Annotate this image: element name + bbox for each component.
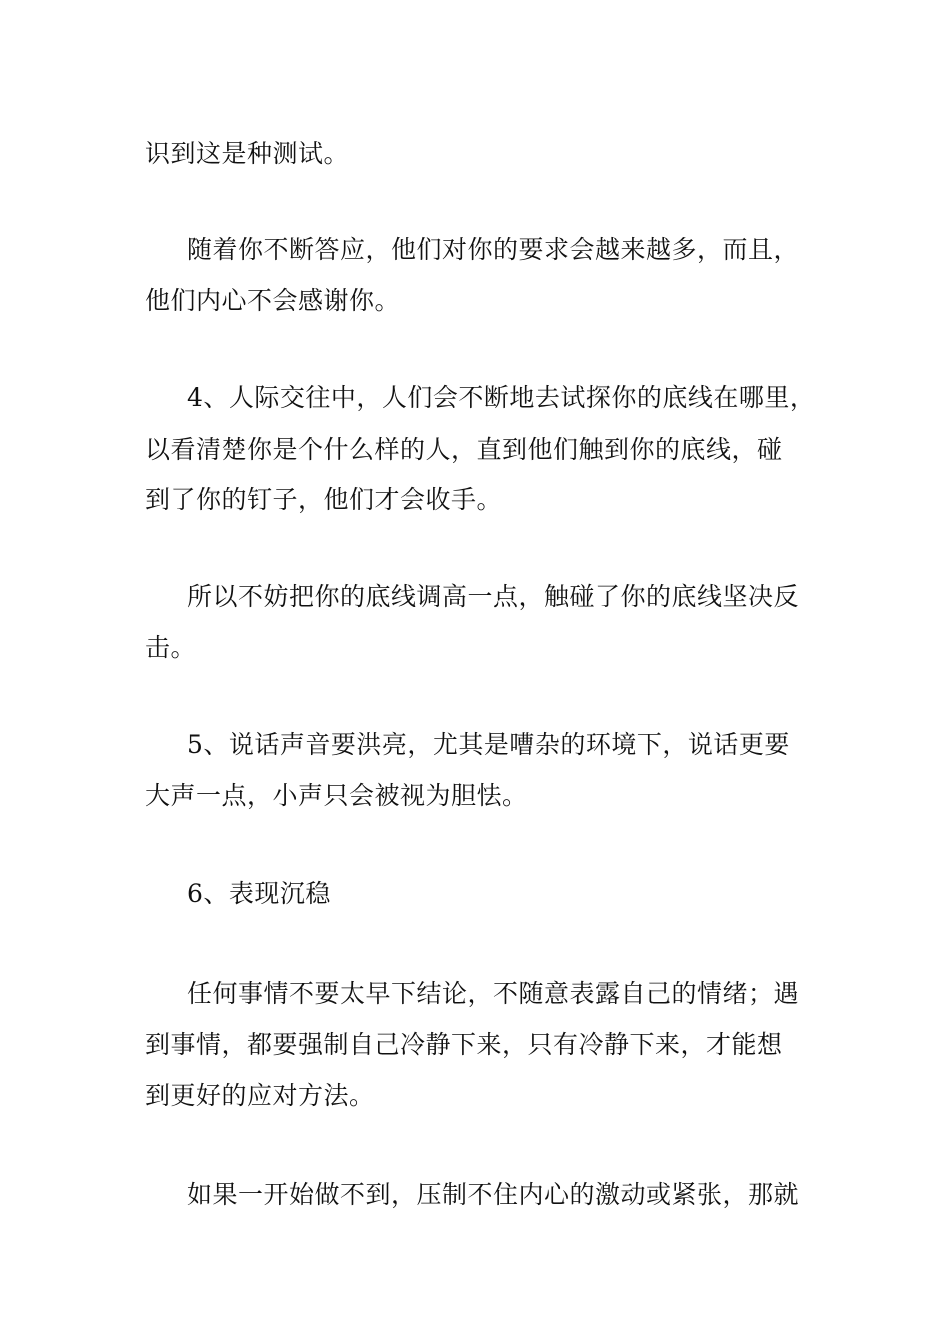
section-heading: 6、表现沉稳 [187,879,331,908]
paragraph-line: 4、人际交往中，人们会不断地去试探你的底线在哪里， [187,383,816,412]
paragraph-line: 5、说话声音要洪亮，尤其是嘈杂的环境下，说话更要 [187,730,790,759]
text-line: 到事情，都要强制自己冷静下来，只有冷静下来，才能想 [145,1030,783,1059]
paragraph-line: 所以不妨把你的底线调高一点，触碰了你的底线坚决反 [187,582,800,611]
paragraph-line: 如果一开始做不到，压制不住内心的激动或紧张，那就 [187,1180,800,1209]
paragraph-line: 任何事情不要太早下结论，不随意表露自己的情绪；遇 [187,979,800,1008]
text-line: 以看清楚你是个什么样的人，直到他们触到你的底线，碰 [145,435,783,464]
text-line: 击。 [145,633,197,662]
text-line: 识到这是种测试。 [145,139,350,168]
paragraph-line: 随着你不断答应，他们对你的要求会越来越多，而且， [187,235,800,264]
text-line: 大声一点，小声只会被视为胆怯。 [145,781,528,810]
text-line: 到了你的钉子，他们才会收手。 [145,485,503,514]
text-line: 他们内心不会感谢你。 [145,286,401,315]
text-line: 到更好的应对方法。 [145,1081,375,1110]
